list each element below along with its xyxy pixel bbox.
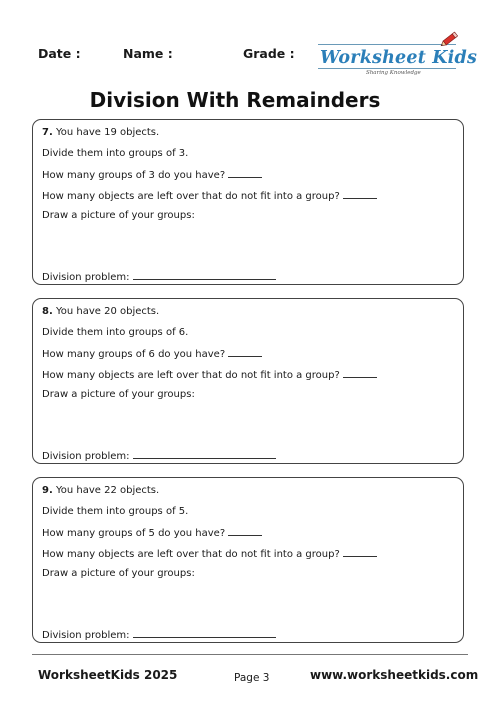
leftover-question [42, 369, 377, 381]
leftover-question-text: How many objects are left over that do not fit into a group? [42, 370, 340, 381]
leftover-question [42, 190, 377, 202]
logo-text: Worksheet Kids [320, 48, 478, 68]
footer-divider [32, 654, 468, 655]
leftover-question-text: How many objects are left over that do not fit into a group? [42, 549, 340, 560]
answer-blank[interactable] [343, 548, 377, 557]
logo-top-rule [318, 44, 456, 45]
problem-intro-text: You have 22 objects. [55, 485, 160, 496]
worksheet-kids-logo [318, 30, 478, 80]
problem-intro-text: You have 19 objects. [55, 127, 160, 138]
problem-intro [42, 485, 159, 496]
problem-intro [42, 306, 159, 317]
groups-question-text: How many groups of 6 do you have? [42, 349, 226, 360]
problem-card [32, 119, 464, 285]
page-number: Page 3 [234, 672, 270, 684]
groups-question [42, 527, 262, 539]
problem-number: 9. [42, 485, 53, 496]
groups-question-text: How many groups of 3 do you have? [42, 170, 226, 181]
problem-intro [42, 127, 159, 138]
logo-tagline: Sharing Knowledge [366, 70, 421, 76]
divide-instruction: Divide them into groups of 3. [42, 148, 189, 159]
leftover-question-text: How many objects are left over that do not fit into a group? [42, 191, 340, 202]
footer-website: www.worksheetkids.com [310, 668, 479, 682]
division-problem [42, 629, 276, 641]
problem-number: 7. [42, 127, 53, 138]
problem-number: 8. [42, 306, 53, 317]
answer-blank[interactable] [228, 527, 262, 536]
draw-instruction: Draw a picture of your groups: [42, 210, 195, 221]
answer-blank[interactable] [228, 169, 262, 178]
divide-instruction: Divide them into groups of 5. [42, 506, 189, 517]
groups-question-text: How many groups of 5 do you have? [42, 528, 226, 539]
pencil-icon [440, 28, 462, 48]
leftover-question [42, 548, 377, 560]
page-title: Division With Remainders [89, 88, 381, 112]
worksheet-header [0, 0, 500, 80]
groups-question [42, 348, 262, 360]
answer-blank[interactable] [133, 271, 276, 280]
divide-instruction: Divide them into groups of 6. [42, 327, 189, 338]
problem-card [32, 477, 464, 643]
groups-question [42, 169, 262, 181]
draw-instruction: Draw a picture of your groups: [42, 389, 195, 400]
answer-blank[interactable] [343, 369, 377, 378]
footer-brand: WorksheetKids 2025 [38, 668, 178, 682]
date-label: Date : [38, 46, 81, 61]
division-problem [42, 271, 276, 283]
problem-intro-text: You have 20 objects. [55, 306, 160, 317]
division-problem [42, 450, 276, 462]
answer-blank[interactable] [228, 348, 262, 357]
division-problem-label: Division problem: [42, 272, 130, 283]
problem-card [32, 298, 464, 464]
logo-bottom-rule [318, 68, 456, 69]
draw-instruction: Draw a picture of your groups: [42, 568, 195, 579]
answer-blank[interactable] [133, 450, 276, 459]
answer-blank[interactable] [133, 629, 276, 638]
division-problem-label: Division problem: [42, 630, 130, 641]
name-label: Name : [123, 46, 173, 61]
grade-label: Grade : [243, 46, 295, 61]
answer-blank[interactable] [343, 190, 377, 199]
division-problem-label: Division problem: [42, 451, 130, 462]
